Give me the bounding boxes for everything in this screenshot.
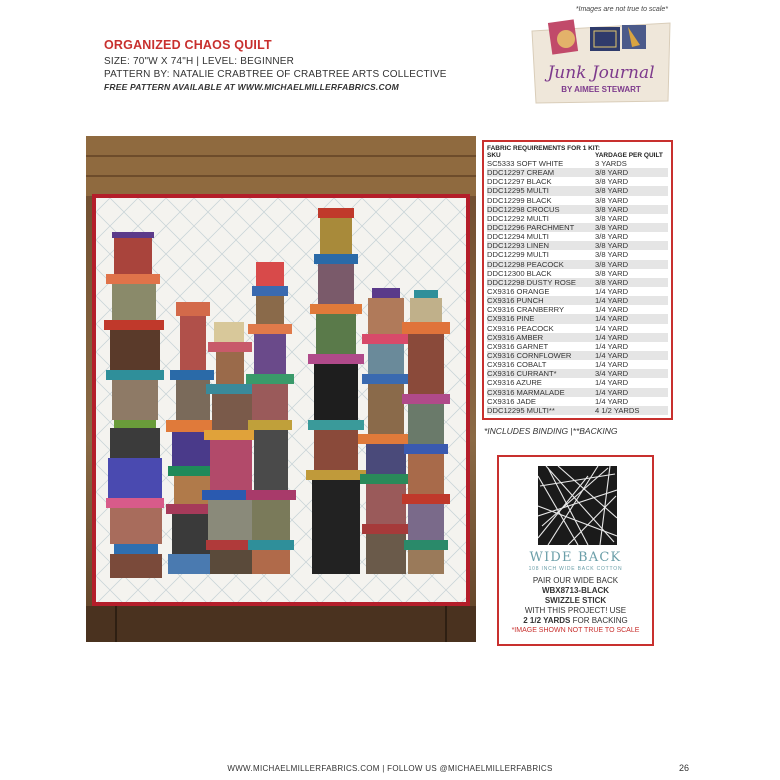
row-yardage: 1/4 YARD bbox=[595, 350, 629, 360]
wide-back-line-1: PAIR OUR WIDE BACK bbox=[532, 576, 619, 585]
row-yardage: 3/8 YARD bbox=[595, 195, 629, 205]
row-sku: DDC12294 MULTI bbox=[487, 232, 549, 242]
table-row bbox=[487, 232, 668, 241]
wide-back-disclaimer: *IMAGE SHOWN NOT TRUE TO SCALE bbox=[511, 627, 640, 634]
table-row bbox=[487, 278, 668, 287]
row-sku: CX9316 ORANGE bbox=[487, 286, 550, 296]
page-number: 26 bbox=[679, 763, 690, 773]
row-yardage: 3/8 YARD bbox=[595, 268, 629, 278]
quilt-photo bbox=[86, 136, 476, 642]
table-row bbox=[487, 269, 668, 278]
table-row bbox=[487, 342, 668, 351]
wide-back-details bbox=[499, 576, 652, 636]
row-sku: DDC12295 MULTI bbox=[487, 186, 549, 196]
column-yardage: YARDAGE PER QUILT bbox=[595, 152, 663, 159]
table-row bbox=[487, 250, 668, 259]
logo-subtitle: BY AIMEE STEWART bbox=[561, 85, 641, 94]
row-sku: CX9316 CURRANT* bbox=[487, 369, 557, 379]
fabric-requirements-table bbox=[482, 140, 673, 420]
wide-back-yardage: 2 1/2 YARDS bbox=[523, 616, 571, 625]
quilt-title: ORGANIZED CHAOS QUILT bbox=[104, 38, 272, 52]
row-sku: DDC12297 BLACK bbox=[487, 177, 552, 187]
table-row bbox=[487, 159, 668, 168]
row-yardage: 1/4 YARD bbox=[595, 305, 629, 315]
row-yardage: 3/8 YARD bbox=[595, 277, 629, 287]
table-row bbox=[487, 388, 668, 397]
requirements-column-headers bbox=[487, 152, 668, 159]
table-row bbox=[487, 351, 668, 360]
row-yardage: 1/4 YARD bbox=[595, 396, 629, 406]
logo-title: Junk Journal bbox=[547, 63, 655, 83]
free-pattern-link[interactable]: FREE PATTERN AVAILABLE AT WWW.MICHAELMILLERFABRICS.COM bbox=[104, 82, 399, 92]
pattern-header bbox=[104, 38, 447, 93]
table-row bbox=[487, 241, 668, 250]
table-row bbox=[487, 378, 668, 387]
table-row bbox=[487, 360, 668, 369]
row-yardage: 1/4 YARD bbox=[595, 286, 629, 296]
row-yardage: 1/4 YARD bbox=[595, 323, 629, 333]
row-sku: SC5333 SOFT WHITE bbox=[487, 159, 564, 168]
row-sku: CX9316 CRANBERRY bbox=[487, 305, 565, 315]
row-yardage: 1/4 YARD bbox=[595, 332, 629, 342]
requirements-rows bbox=[487, 159, 668, 415]
row-sku: CX9316 CORNFLOWER bbox=[487, 350, 572, 360]
table-row bbox=[487, 305, 668, 314]
row-yardage: 3/8 YARD bbox=[595, 232, 629, 242]
table-row bbox=[487, 369, 668, 378]
table-row bbox=[487, 205, 668, 214]
swizzle-stick-swatch bbox=[538, 466, 617, 545]
table-row bbox=[487, 168, 668, 177]
row-sku: DDC12298 DUSTY ROSE bbox=[487, 277, 576, 287]
row-yardage: 1/4 YARD bbox=[595, 360, 629, 370]
row-sku: DDC12298 CROCUS bbox=[487, 204, 560, 214]
table-row bbox=[487, 397, 668, 406]
row-sku: CX9316 JADE bbox=[487, 396, 536, 406]
footer-links[interactable]: WWW.MICHAELMILLERFABRICS.COM | FOLLOW US @MICHAELMILLERFABRICS bbox=[227, 764, 553, 773]
row-sku: DDC12300 BLACK bbox=[487, 268, 552, 278]
scale-disclaimer: *Images are not true to scale* bbox=[575, 6, 668, 13]
row-yardage: 3/8 YARD bbox=[595, 177, 629, 187]
row-yardage: 3/4 YARD bbox=[595, 369, 629, 379]
row-yardage: 3/8 YARD bbox=[595, 213, 629, 223]
table-row bbox=[487, 177, 668, 186]
row-sku: DDC12295 MULTI** bbox=[487, 405, 555, 415]
row-sku: DDC12299 BLACK bbox=[487, 195, 552, 205]
column-sku: SKU bbox=[487, 152, 501, 159]
row-sku: CX9316 PEACOCK bbox=[487, 323, 554, 333]
wide-back-title: WIDE BACK bbox=[529, 550, 622, 565]
table-row bbox=[487, 296, 668, 305]
table-row bbox=[487, 333, 668, 342]
row-sku: CX9316 COBALT bbox=[487, 360, 547, 370]
row-sku: DDC12298 PEACOCK bbox=[487, 259, 564, 269]
row-yardage: 4 1/2 YARDS bbox=[595, 405, 640, 415]
row-yardage: 3/8 YARD bbox=[595, 250, 629, 260]
row-yardage: 3/8 YARD bbox=[595, 222, 629, 232]
row-sku: CX9316 AMBER bbox=[487, 332, 544, 342]
row-yardage: 1/4 YARD bbox=[595, 296, 629, 306]
row-sku: DDC12293 LINEN bbox=[487, 241, 550, 251]
row-yardage: 3/8 YARD bbox=[595, 204, 629, 214]
requirements-note: *INCLUDES BINDING |**BACKING bbox=[484, 426, 618, 436]
row-sku: CX9316 PINE bbox=[487, 314, 535, 324]
table-row bbox=[487, 314, 668, 323]
row-yardage: 3/8 YARD bbox=[595, 259, 629, 269]
table-row bbox=[487, 223, 668, 232]
wide-back-line-5: FOR BACKING bbox=[570, 616, 628, 625]
pattern-designer: PATTERN BY: NATALIE CRABTREE OF CRABTREE ARTS COLLECTIVE bbox=[104, 69, 447, 80]
quilt-blocks bbox=[96, 198, 466, 602]
row-yardage: 1/4 YARD bbox=[595, 387, 629, 397]
wide-back-box bbox=[497, 455, 654, 646]
row-sku: CX9316 MARMALADE bbox=[487, 387, 565, 397]
table-row bbox=[487, 214, 668, 223]
wide-back-line-4: WITH THIS PROJECT! USE bbox=[524, 606, 627, 615]
wide-back-name: SWIZZLE STICK bbox=[544, 596, 607, 605]
row-sku: CX9316 GARNET bbox=[487, 341, 549, 351]
row-yardage: 3/8 YARD bbox=[595, 168, 629, 178]
row-sku: DDC12297 CREAM bbox=[487, 168, 555, 178]
row-sku: CX9316 AZURE bbox=[487, 378, 542, 388]
size-level: SIZE: 70"W X 74"H | LEVEL: BEGINNER bbox=[104, 56, 295, 67]
table-row bbox=[487, 287, 668, 296]
row-sku: DDC12296 PARCHMENT bbox=[487, 222, 575, 232]
wide-back-sku: WBX8713-BLACK bbox=[541, 586, 610, 595]
row-yardage: 1/4 YARD bbox=[595, 341, 629, 351]
row-sku: DDC12299 MULTI bbox=[487, 250, 549, 260]
table-row bbox=[487, 186, 668, 195]
table-row bbox=[487, 260, 668, 269]
row-yardage: 1/4 YARD bbox=[595, 314, 629, 324]
row-sku: DDC12292 MULTI bbox=[487, 213, 549, 223]
row-sku: CX9316 PUNCH bbox=[487, 296, 544, 306]
requirements-heading: FABRIC REQUIREMENTS FOR 1 KIT: bbox=[487, 145, 601, 152]
table-row bbox=[487, 406, 668, 415]
table-row bbox=[487, 324, 668, 333]
row-yardage: 3/8 YARD bbox=[595, 241, 629, 251]
junk-journal-logo bbox=[528, 17, 674, 105]
row-yardage: 3/8 YARD bbox=[595, 186, 629, 196]
row-yardage: 3 YARDS bbox=[595, 159, 627, 168]
row-yardage: 1/4 YARD bbox=[595, 378, 629, 388]
wide-back-subtitle: 108 INCH WIDE BACK COTTON bbox=[528, 566, 623, 572]
table-row bbox=[487, 196, 668, 205]
quilt bbox=[92, 194, 470, 606]
